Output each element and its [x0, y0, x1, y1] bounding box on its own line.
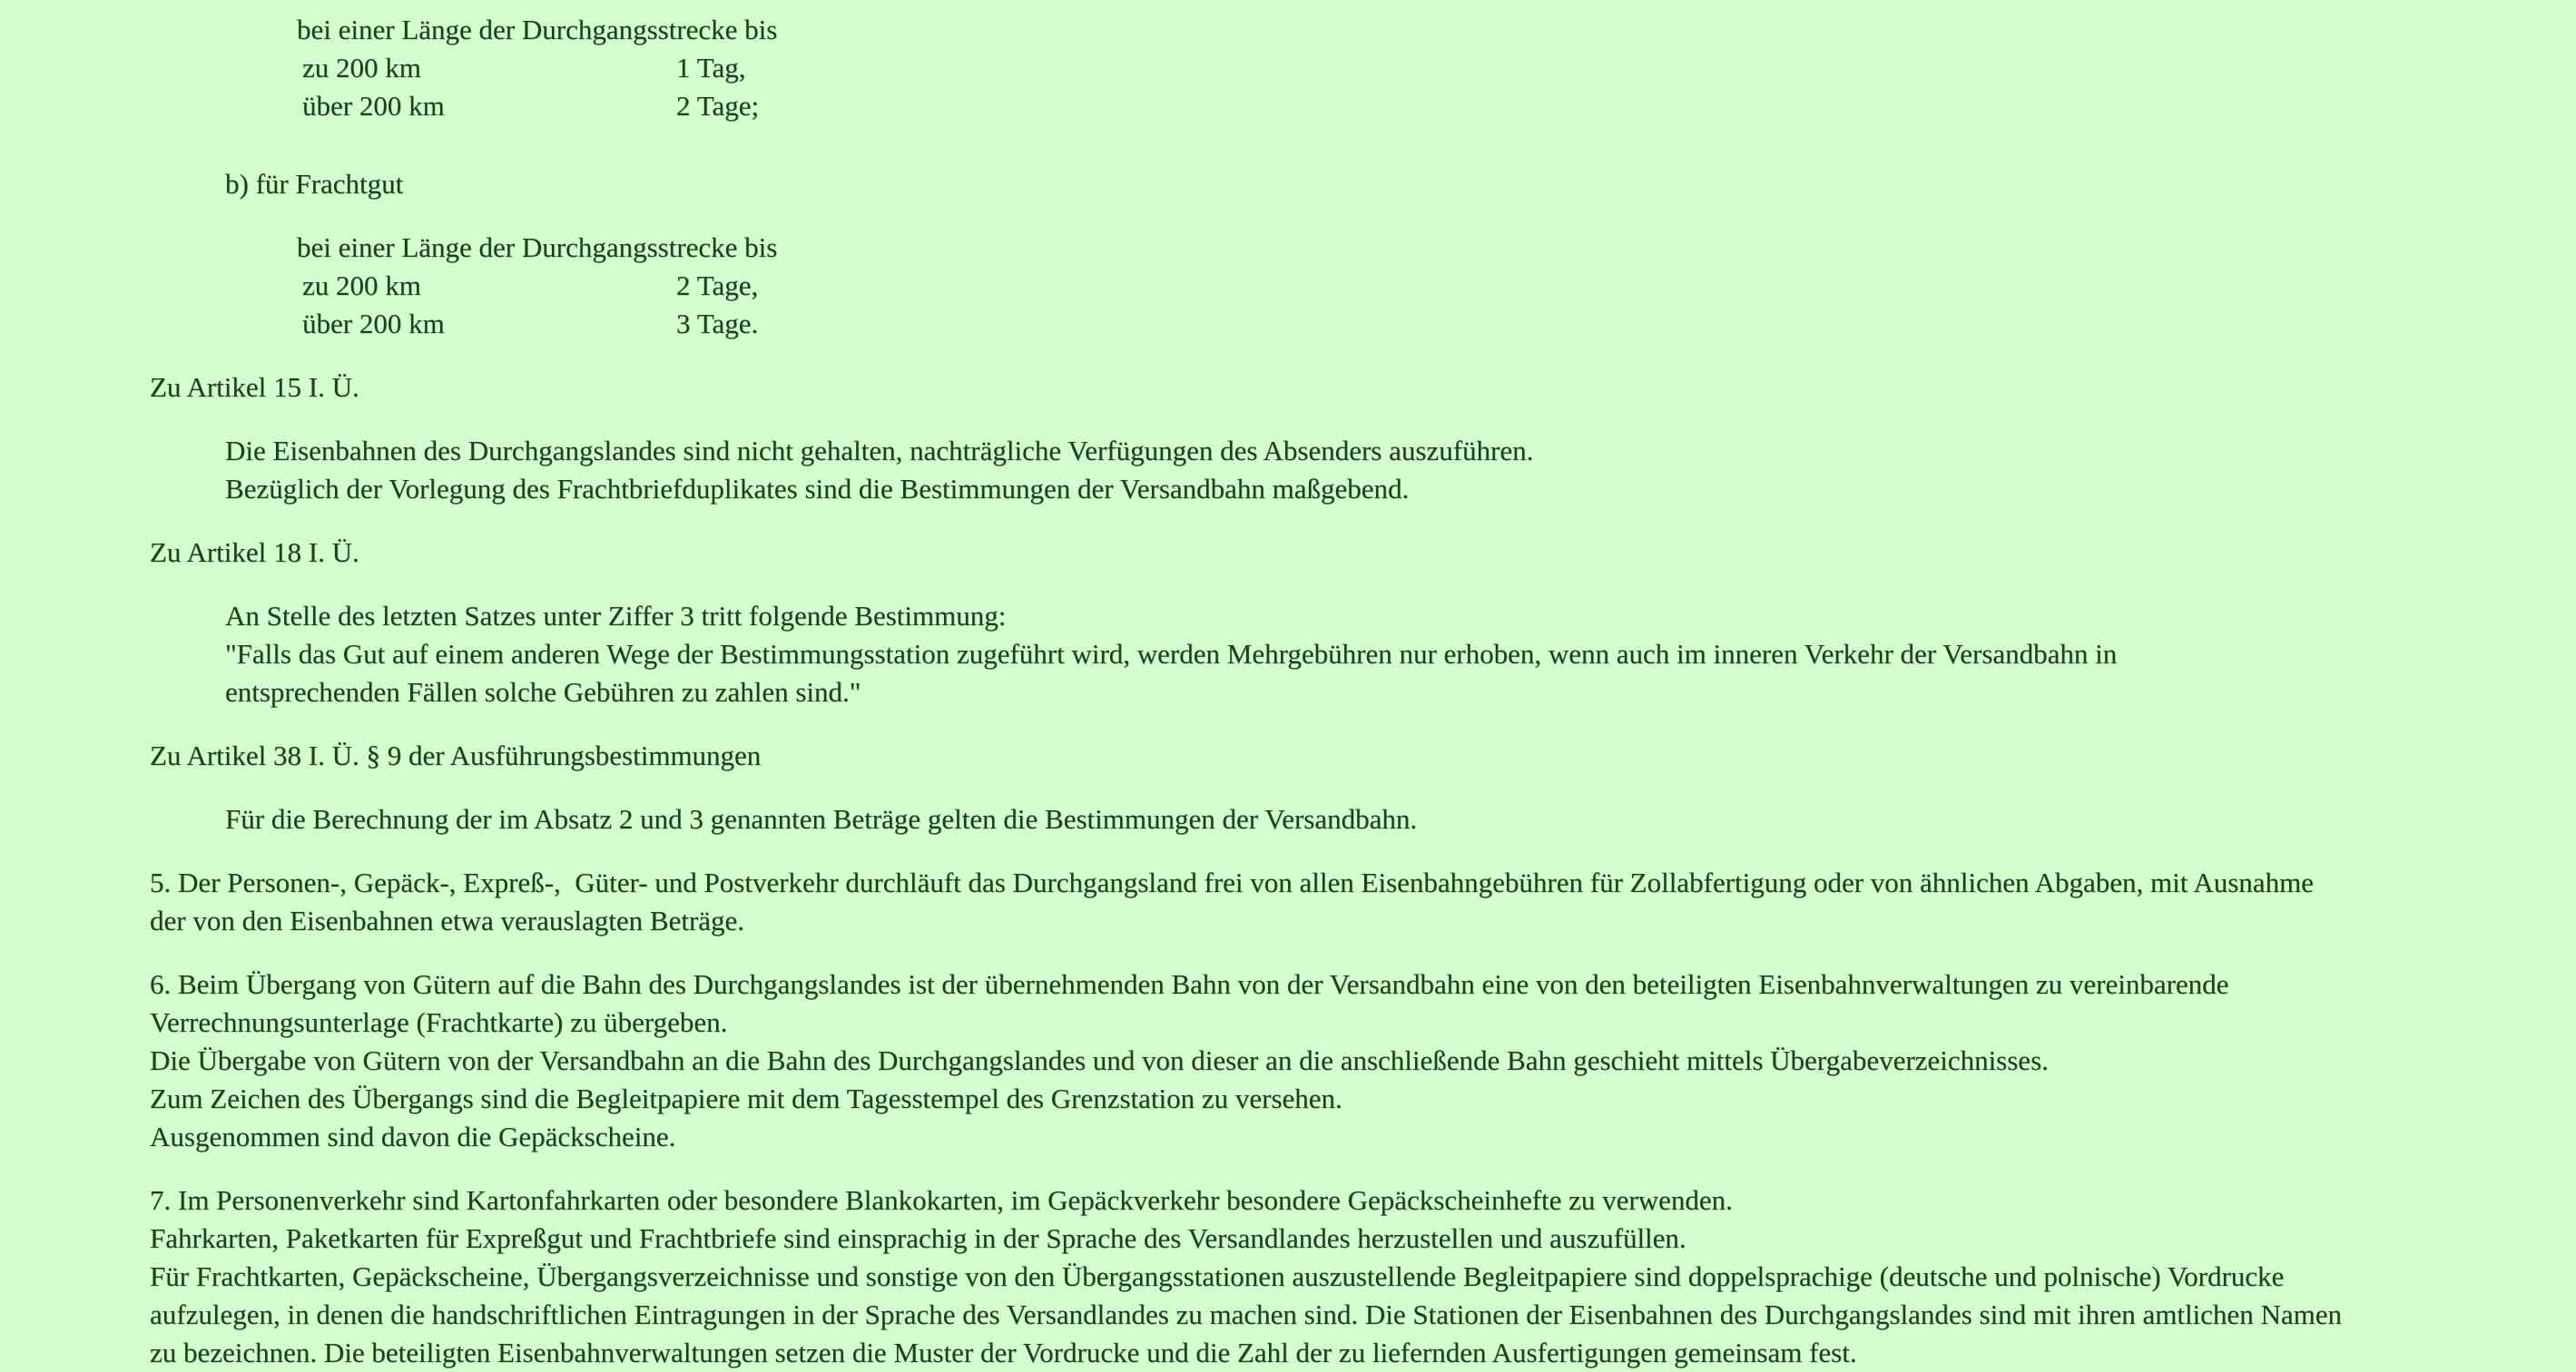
- paragraph-7-line: zu bezeichnen. Die beteiligten Eisenbahnverwaltungen setzen die Muster der Vordrucke und die Zahl der zu liefernden Ausfertigungen gemeinsam fest.: [150, 1337, 1857, 1368]
- paragraph-6-line: Die Übergabe von Gütern von der Versandbahn an die Bahn des Durchgangslandes und von dieser an die anschließende Bahn geschieht mittels Übergabeverzeichnisses.: [150, 1044, 2049, 1076]
- heading-artikel-38: Zu Artikel 38 I. Ü. § 9 der Ausführungsbestimmungen: [150, 740, 762, 771]
- text-line: Für die Berechnung der im Absatz 2 und 3 genannten Beträge gelten die Bestimmungen der Versandbahn.: [225, 803, 1418, 835]
- tariff-distance: über 200 km: [302, 308, 445, 339]
- paragraph-5-line: 5. Der Personen-, Gepäck-, Expreß-, Güter- und Postverkehr durchläuft das Durchgangsland frei von allen Eisenbahngebühren für Zollabfertigung oder von ähnlichen Abgaben, mit Ausnahme: [150, 867, 2314, 898]
- paragraph-7-line: 7. Im Personenverkehr sind Kartonfahrkarten oder besondere Blankokarten, im Gepäckverkehr besondere Gepäckscheinhefte zu verwenden.: [150, 1184, 1733, 1216]
- tariff-intro: bei einer Länge der Durchgangsstrecke bis: [297, 231, 778, 263]
- tariff-duration: 3 Tage.: [676, 308, 759, 339]
- paragraph-7-line: Für Frachtkarten, Gepäckscheine, Übergangsverzeichnisse und sonstige von den Übergangsstationen auszustellende Begleitpapiere sind doppelsprachige (deutsche und polnische) Vordrucke: [150, 1260, 2285, 1292]
- subheading-frachtgut: b) für Frachtgut: [225, 168, 404, 200]
- tariff-row: [302, 305, 2549, 343]
- text-line: Die Eisenbahnen des Durchgangslandes sind nicht gehalten, nachträgliche Verfügungen des Absenders auszuführen.: [225, 435, 1534, 466]
- paragraph-6-line: Zum Zeichen des Übergangs sind die Begleitpapiere mit dem Tagesstempel des Grenzstation zu versehen.: [150, 1083, 1342, 1114]
- tariff-duration: 2 Tage,: [676, 270, 759, 301]
- text-line: "Falls das Gut auf einem anderen Wege der Bestimmungsstation zugeführt wird, werden Mehrgebühren nur erhoben, wenn auch im inneren Verkehr der Versandbahn in: [225, 638, 2118, 670]
- paragraph-6-line: 6. Beim Übergang von Gütern auf die Bahn des Durchgangslandes ist der übernehmenden Bahn von der Versandbahn eine von den beteiligten Eisenbahnverwaltungen zu vereinbarende: [150, 968, 2229, 1000]
- paragraph-7-line: aufzulegen, in denen die handschriftlichen Eintragungen in der Sprache des Versandlandes zu machen sind. Die Stationen der Eisenbahnen des Durchgangslandes sind mit ihren amtlichen Namen: [150, 1298, 2342, 1330]
- paragraph-6-line: Verrechnungsunterlage (Frachtkarte) zu übergeben.: [150, 1006, 728, 1038]
- text-line: entsprechenden Fällen solche Gebühren zu zahlen sind.": [225, 676, 861, 708]
- tariff-row: [302, 267, 2549, 305]
- tariff-distance: zu 200 km: [302, 52, 421, 83]
- tariff-row: [302, 87, 2549, 125]
- heading-artikel-18: Zu Artikel 18 I. Ü.: [150, 536, 359, 568]
- tariff-duration: 2 Tage;: [676, 90, 760, 122]
- tariff-distance: über 200 km: [302, 90, 445, 122]
- tariff-row: [302, 49, 2549, 87]
- text-line: Bezüglich der Vorlegung des Frachtbriefduplikates sind die Bestimmungen der Versandbahn maßgebend.: [225, 473, 1410, 505]
- tariff-duration: 1 Tag,: [676, 52, 746, 83]
- paragraph-6-line: Ausgenommen sind davon die Gepäckscheine.: [150, 1121, 676, 1152]
- paragraph-7-line: Fahrkarten, Paketkarten für Expreßgut und Frachtbriefe sind einsprachig in der Sprache des Versandlandes herzustellen und auszufüllen.: [150, 1222, 1686, 1254]
- tariff-distance: zu 200 km: [302, 270, 421, 301]
- paragraph-5-line: der von den Eisenbahnen etwa verauslagten Beträge.: [150, 905, 745, 936]
- heading-artikel-15: Zu Artikel 15 I. Ü.: [150, 371, 359, 403]
- text-line: An Stelle des letzten Satzes unter Ziffer 3 tritt folgende Bestimmung:: [225, 600, 1007, 632]
- tariff-intro: bei einer Länge der Durchgangsstrecke bis: [297, 14, 778, 45]
